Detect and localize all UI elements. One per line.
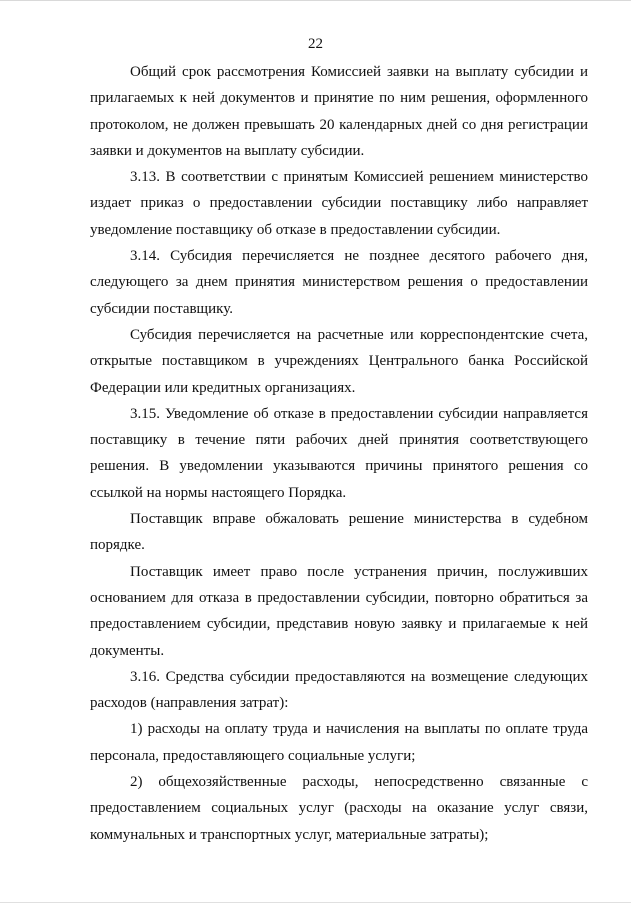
paragraph-appeal: Поставщик вправе обжаловать решение министерства в судебном порядке. [90, 511, 588, 554]
paragraph-3-15: 3.15. Уведомление об отказе в предоставлении субсидии направляется поставщику в течение пяти рабочих дней принятия соответствующего решения. В уведомлении указываются причины принятого решения со ссылкой на нормы настоящего Порядка. [90, 405, 588, 501]
paragraph-reapply: Поставщик имеет право после устранения причин, послуживших основанием для отказа в предоставлении субсидии, повторно обратиться за предоставлением субсидии, представив новую заявку и прилагаемые к ней документы. [90, 563, 588, 659]
paragraph-3-16: 3.16. Средства субсидии предоставляются на возмещение следующих расходов (направления затрат): [90, 668, 588, 712]
paragraph-3-14: 3.14. Субсидия перечисляется не позднее десятого рабочего дня, следующего за днем принятия министерством решения о предоставлении субсидии поставщику. [90, 248, 588, 317]
paragraph-subsidy-accounts: Субсидия перечисляется на расчетные или корреспондентские счета, открытые поставщиком в учреждениях Центрального банка Российской Федерации или кредитных организациях. [90, 326, 588, 396]
document-body [90, 59, 588, 848]
paragraph-3-13: 3.13. В соответствии с принятым Комиссией решением министерство издает приказ о предоставлении субсидии поставщику либо направляет уведомление поставщику об отказе в предоставлении субсидии. [90, 169, 588, 238]
scan-edge-top [0, 0, 631, 1]
page-number: 22 [308, 36, 323, 52]
paragraph-review-period: Общий срок рассмотрения Комиссией заявки на выплату субсидии и прилагаемых к ней документов и принятие по ним решения, оформленного протоколом, не должен превышать 20 календарных дней со дня регистрации заявки и документов на выплату субсидии. [90, 64, 588, 159]
scan-edge-bottom [0, 902, 631, 903]
list-item-1: 1) расходы на оплату труда и начисления на выплаты по оплате труда персонала, предоставляющего социальные услуги; [90, 721, 588, 764]
list-item-2: 2) общехозяйственные расходы, непосредственно связанные с предоставлением социальных услуг (расходы на оказание услуг связи, коммунальных и транспортных услуг, материальные затраты); [90, 774, 588, 843]
